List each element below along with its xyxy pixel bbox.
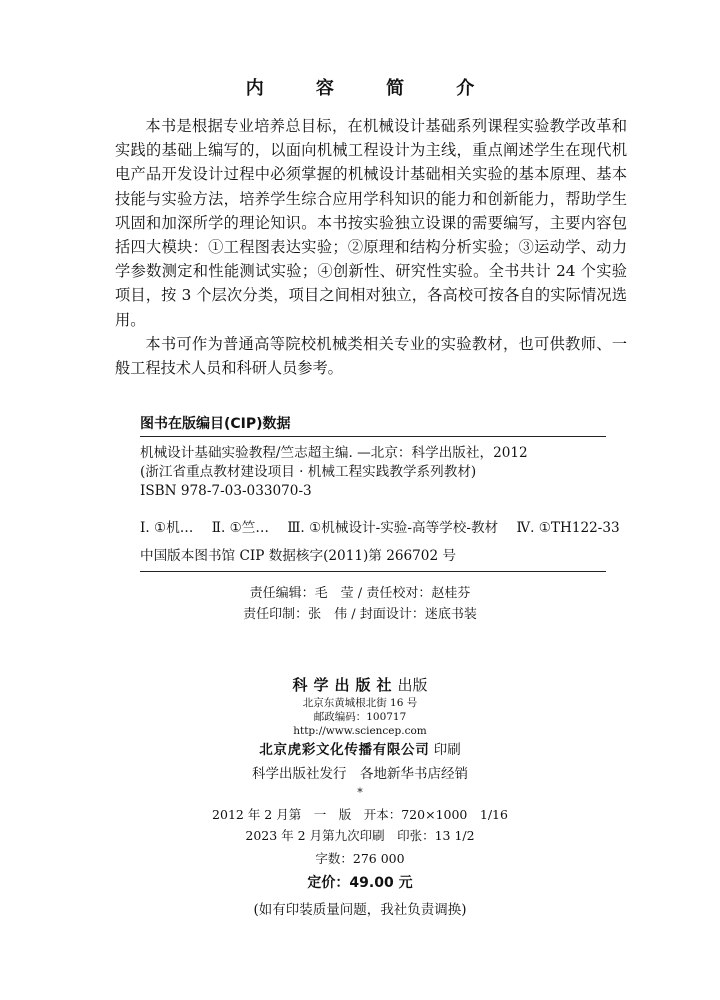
divider (140, 571, 606, 572)
class-item: Ⅱ. ①竺… (211, 520, 269, 536)
class-item: Ⅳ. ①TH122-33 (516, 520, 620, 536)
publisher-url: http://www.sciencep.com (293, 725, 427, 737)
summary-paragraph: 本书是根据专业培养总目标，在机械设计基础系列课程实验教学改革和实践的基础上编写的，以面向机械工程设计为主线，重点阐述学生在现代机电产品开发设计过程中必须掌握的机械设计基础相关实验的基本原理、基本技能与实验方法，培养学生综合应用学科知识的能力和创新能力，帮助学生巩固和加深所学的理论知识。本书按实验独立设课的需要编写，主要内容包括四大模块：①工程图表达实验；②原理和结构分析实验；③运动学、动力学参数测定和性能测试实验；④创新性、研究性实验。全书共计 24 个实验项目，按 3 个层次分类，项目之间相对独立，各高校可按各自的实际情况选用。 (115, 117, 627, 329)
editors-line: 责任编辑：毛 莹 / 责任校对：赵桂芬 (249, 586, 471, 601)
publisher-name: 科学出版社 (292, 676, 398, 694)
quality-notice: (如有印装质量问题，我社负责调换) (253, 902, 467, 918)
class-item: Ⅲ. ①机械设计-实验-高等学校-教材 (287, 520, 499, 536)
page-title: 内 容 简 介 (245, 78, 492, 99)
cip-heading: 图书在版编目(CIP)数据 (140, 416, 291, 432)
publisher-line (0, 674, 720, 695)
class-item: Ⅰ. ①机… (140, 520, 194, 536)
edition-line: 2012 年 2 月第 一 版 开本：720×1000 1/16 (212, 807, 508, 822)
publisher-postcode: 邮政编码：100717 (313, 711, 407, 723)
summary-paragraph: 本书可作为普通高等院校机械类相关专业的实验教材，也可供教师、一般工程技术人员和科研人员参考。 (115, 334, 627, 378)
publisher-suffix: 出版 (397, 676, 428, 694)
distribution-line: 科学出版社发行 各地新华书店经销 (252, 766, 468, 782)
word-count: 字数：276 000 (315, 851, 405, 866)
publisher-address: 北京东黄城根北街 16 号 (302, 697, 418, 709)
cip-record (140, 444, 620, 501)
cip-series-line: (浙江省重点教材建设项目 · 机械工程实践教学系列教材) (140, 464, 477, 480)
printing-line: 2023 年 2 月第九次印刷 印张：13 1/2 (245, 828, 475, 843)
cip-title-line: 机械设计基础实验教程/竺志超主编. —北京：科学出版社，2012 (140, 445, 528, 461)
printer-line (0, 738, 720, 758)
cip-record-number: 中国版本图书馆 CIP 数据核字(2011)第 266702 号 (140, 548, 457, 564)
divider (140, 436, 606, 437)
separator-mark: * (357, 786, 363, 799)
editors-line: 责任印制：张 伟 / 封面设计：迷底书装 (243, 607, 477, 622)
summary-text (115, 114, 627, 380)
printer-suffix: 印刷 (433, 742, 461, 758)
editors-block (0, 583, 720, 625)
cip-classification (140, 516, 620, 536)
price: 定价：49.00 元 (307, 875, 413, 891)
cip-isbn: ISBN 978-7-03-033070-3 (140, 483, 312, 499)
printer-name: 北京虎彩文化传播有限公司 (259, 742, 430, 758)
